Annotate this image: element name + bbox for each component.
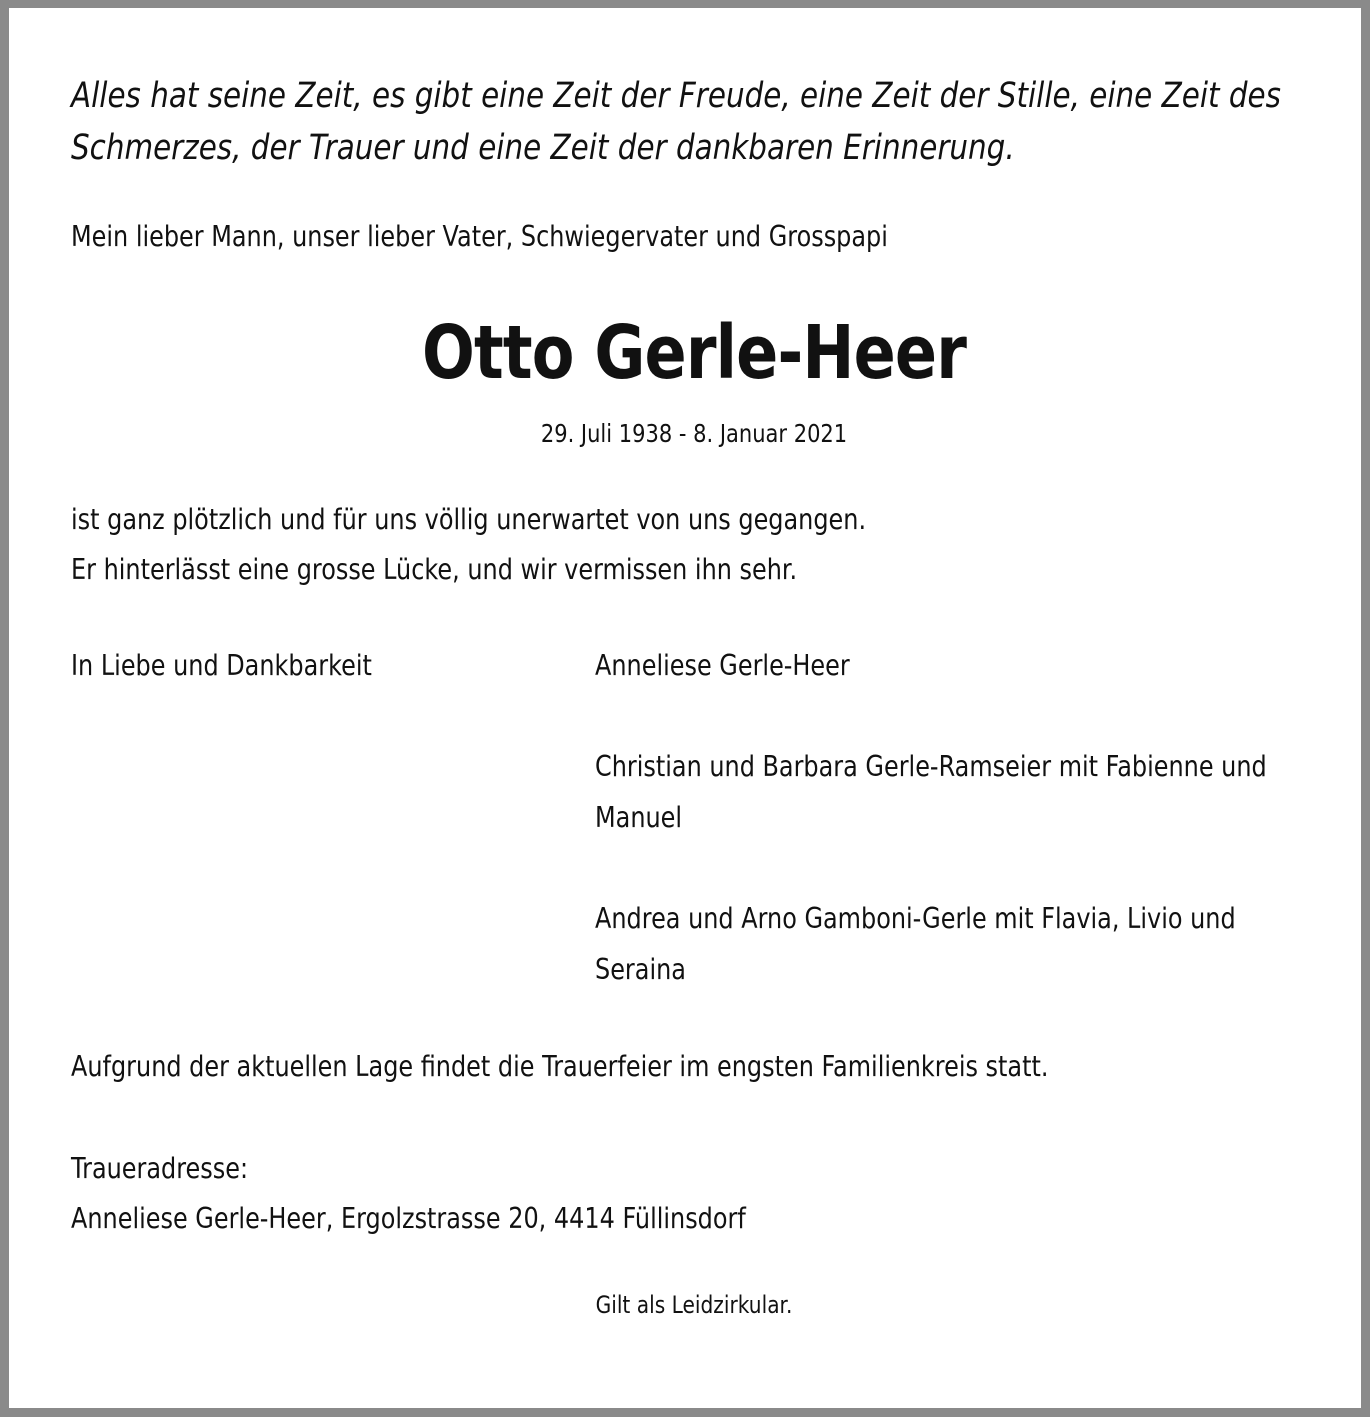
circular-note: Gilt als Leidzirkular. xyxy=(595,1291,793,1319)
mourner-1: Anneliese Gerle-Heer xyxy=(595,649,850,682)
message-line-1: ist ganz plötzlich und für uns völlig unerwartet von uns gegangen. xyxy=(71,503,867,536)
intro-text: Mein lieber Mann, unser lieber Vater, Schwiegervater und Grosspapi xyxy=(71,220,888,253)
mourner-2-line-1: Christian und Barbara Gerle-Ramseier mit Fabienne und xyxy=(595,750,1267,783)
ceremony-note: Aufgrund der aktuellen Lage findet die Trauerfeier im engsten Familienkreis statt. xyxy=(71,1050,1049,1083)
deceased-name: Otto Gerle-Heer xyxy=(421,310,967,396)
motto-line-1: Alles hat seine Zeit, es gibt eine Zeit der Freude, eine Zeit der Stille, eine Zeit des xyxy=(71,76,1281,116)
address-value: Anneliese Gerle-Heer, Ergolzstrasse 20, 4414 Füllinsdorf xyxy=(71,1202,746,1235)
address-label: Traueradresse: xyxy=(71,1152,249,1185)
life-dates: 29. Juli 1938 - 8. Januar 2021 xyxy=(540,419,848,448)
mourner-3-line-1: Andrea und Arno Gamboni-Gerle mit Flavia, Livio und xyxy=(595,902,1236,935)
mourner-3-line-2: Seraina xyxy=(595,953,686,986)
message-line-2: Er hinterlässt eine grosse Lücke, und wir vermissen ihn sehr. xyxy=(71,553,798,586)
closing-text: In Liebe und Dankbarkeit xyxy=(71,649,372,682)
mourner-2-line-2: Manuel xyxy=(595,801,683,834)
motto-line-2: Schmerzes, der Trauer und eine Zeit der dankbaren Erinnerung. xyxy=(71,128,1015,168)
